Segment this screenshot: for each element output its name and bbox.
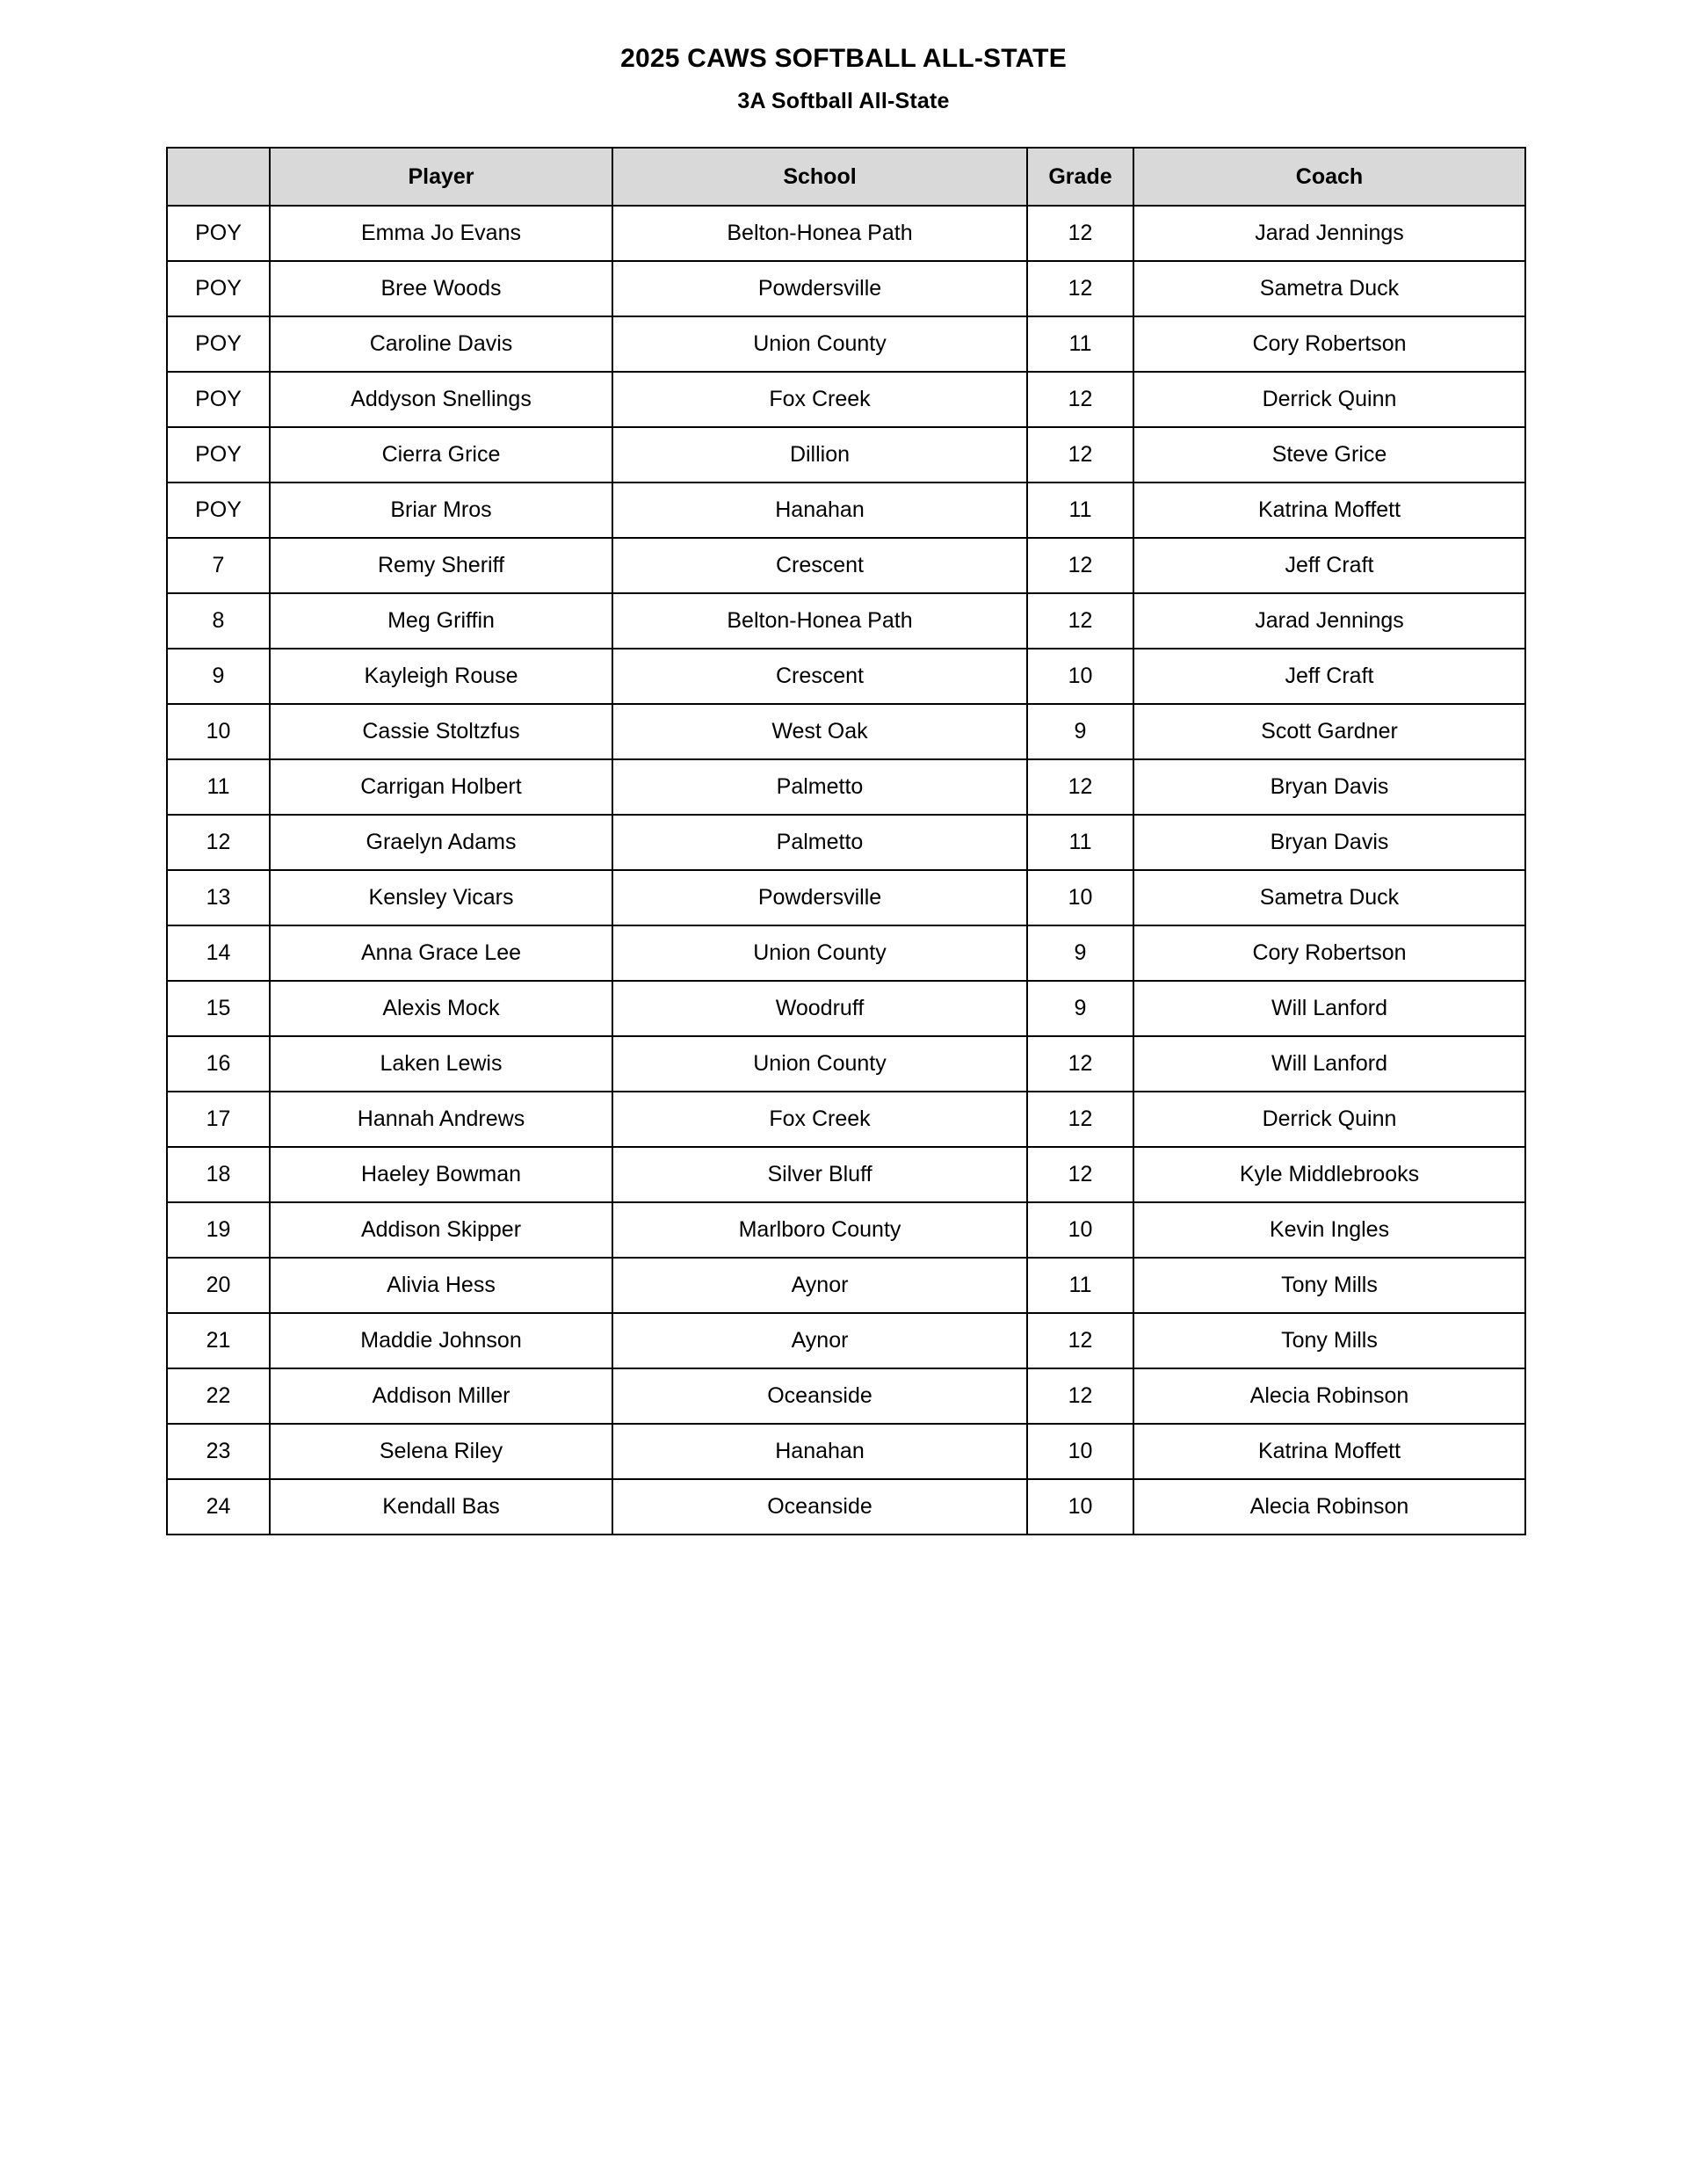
- cell-rank: 16: [167, 1036, 270, 1092]
- cell-grade: 11: [1027, 815, 1133, 870]
- cell-player: Emma Jo Evans: [270, 206, 612, 261]
- table-row: [167, 704, 1525, 759]
- cell-coach: Cory Robertson: [1133, 316, 1525, 372]
- cell-school: Palmetto: [612, 815, 1027, 870]
- cell-coach: Sametra Duck: [1133, 870, 1525, 925]
- cell-school: Aynor: [612, 1313, 1027, 1368]
- cell-coach: Sametra Duck: [1133, 261, 1525, 316]
- cell-player: Kayleigh Rouse: [270, 649, 612, 704]
- table-row: [167, 206, 1525, 261]
- cell-grade: 10: [1027, 1202, 1133, 1258]
- cell-grade: 12: [1027, 1036, 1133, 1092]
- cell-rank: 18: [167, 1147, 270, 1202]
- cell-grade: 9: [1027, 704, 1133, 759]
- cell-grade: 11: [1027, 1258, 1133, 1313]
- cell-school: Fox Creek: [612, 372, 1027, 427]
- table-row: [167, 1479, 1525, 1535]
- cell-school: Union County: [612, 925, 1027, 981]
- cell-grade: 12: [1027, 538, 1133, 593]
- cell-player: Anna Grace Lee: [270, 925, 612, 981]
- cell-rank: 8: [167, 593, 270, 649]
- cell-coach: Cory Robertson: [1133, 925, 1525, 981]
- cell-grade: 11: [1027, 483, 1133, 538]
- cell-coach: Alecia Robinson: [1133, 1479, 1525, 1535]
- cell-coach: Kyle Middlebrooks: [1133, 1147, 1525, 1202]
- cell-school: Dillion: [612, 427, 1027, 483]
- table-row: [167, 538, 1525, 593]
- cell-grade: 10: [1027, 649, 1133, 704]
- cell-rank: POY: [167, 316, 270, 372]
- table-row: [167, 427, 1525, 483]
- table-row: [167, 815, 1525, 870]
- cell-player: Bree Woods: [270, 261, 612, 316]
- cell-rank: POY: [167, 372, 270, 427]
- table-row: [167, 261, 1525, 316]
- cell-coach: Jeff Craft: [1133, 649, 1525, 704]
- cell-rank: 22: [167, 1368, 270, 1424]
- cell-rank: 9: [167, 649, 270, 704]
- cell-school: West Oak: [612, 704, 1027, 759]
- cell-player: Alexis Mock: [270, 981, 612, 1036]
- cell-school: Belton-Honea Path: [612, 206, 1027, 261]
- cell-coach: Will Lanford: [1133, 981, 1525, 1036]
- cell-grade: 12: [1027, 593, 1133, 649]
- cell-school: Marlboro County: [612, 1202, 1027, 1258]
- cell-rank: POY: [167, 206, 270, 261]
- cell-grade: 10: [1027, 1424, 1133, 1479]
- table-body: [167, 206, 1525, 1535]
- table-row: [167, 1424, 1525, 1479]
- cell-rank: 19: [167, 1202, 270, 1258]
- cell-rank: 20: [167, 1258, 270, 1313]
- cell-coach: Katrina Moffett: [1133, 483, 1525, 538]
- table-row: [167, 1147, 1525, 1202]
- cell-rank: 24: [167, 1479, 270, 1535]
- table-row: [167, 981, 1525, 1036]
- document-header: [0, 0, 1687, 115]
- cell-rank: 14: [167, 925, 270, 981]
- cell-school: Union County: [612, 1036, 1027, 1092]
- cell-player: Remy Sheriff: [270, 538, 612, 593]
- cell-rank: 11: [167, 759, 270, 815]
- cell-player: Meg Griffin: [270, 593, 612, 649]
- table-row: [167, 1092, 1525, 1147]
- cell-grade: 12: [1027, 1147, 1133, 1202]
- cell-grade: 12: [1027, 1092, 1133, 1147]
- page-title: 2025 CAWS SOFTBALL ALL-STATE: [620, 44, 1067, 73]
- column-header-rank: [167, 148, 270, 206]
- column-header-coach: Coach: [1133, 148, 1525, 206]
- cell-grade: 12: [1027, 261, 1133, 316]
- cell-school: Silver Bluff: [612, 1147, 1027, 1202]
- cell-grade: 12: [1027, 206, 1133, 261]
- table-row: [167, 1202, 1525, 1258]
- cell-rank: 17: [167, 1092, 270, 1147]
- cell-grade: 9: [1027, 925, 1133, 981]
- table-row: [167, 593, 1525, 649]
- cell-player: Carrigan Holbert: [270, 759, 612, 815]
- cell-coach: Bryan Davis: [1133, 815, 1525, 870]
- cell-school: Aynor: [612, 1258, 1027, 1313]
- cell-player: Graelyn Adams: [270, 815, 612, 870]
- cell-school: Crescent: [612, 538, 1027, 593]
- all-state-table-container: [0, 147, 1687, 1535]
- cell-grade: 12: [1027, 427, 1133, 483]
- table-row: [167, 925, 1525, 981]
- cell-coach: Alecia Robinson: [1133, 1368, 1525, 1424]
- page-subtitle: 3A Softball All-State: [737, 88, 950, 113]
- table-row: [167, 870, 1525, 925]
- cell-school: Union County: [612, 316, 1027, 372]
- cell-rank: 13: [167, 870, 270, 925]
- cell-player: Laken Lewis: [270, 1036, 612, 1092]
- cell-player: Addison Skipper: [270, 1202, 612, 1258]
- cell-school: Woodruff: [612, 981, 1027, 1036]
- cell-grade: 12: [1027, 372, 1133, 427]
- cell-coach: Jarad Jennings: [1133, 206, 1525, 261]
- cell-school: Powdersville: [612, 870, 1027, 925]
- cell-grade: 12: [1027, 759, 1133, 815]
- cell-coach: Tony Mills: [1133, 1313, 1525, 1368]
- table-row: [167, 1036, 1525, 1092]
- table-row: [167, 1258, 1525, 1313]
- cell-rank: POY: [167, 261, 270, 316]
- cell-school: Powdersville: [612, 261, 1027, 316]
- cell-school: Palmetto: [612, 759, 1027, 815]
- cell-coach: Scott Gardner: [1133, 704, 1525, 759]
- cell-player: Haeley Bowman: [270, 1147, 612, 1202]
- cell-rank: 10: [167, 704, 270, 759]
- cell-school: Crescent: [612, 649, 1027, 704]
- cell-grade: 10: [1027, 870, 1133, 925]
- cell-grade: 9: [1027, 981, 1133, 1036]
- table-row: [167, 649, 1525, 704]
- cell-rank: POY: [167, 483, 270, 538]
- cell-school: Hanahan: [612, 1424, 1027, 1479]
- table-row: [167, 1313, 1525, 1368]
- cell-school: Hanahan: [612, 483, 1027, 538]
- cell-coach: Will Lanford: [1133, 1036, 1525, 1092]
- cell-grade: 10: [1027, 1479, 1133, 1535]
- table-row: [167, 483, 1525, 538]
- cell-grade: 12: [1027, 1313, 1133, 1368]
- table-header-row: [167, 148, 1525, 206]
- cell-player: Caroline Davis: [270, 316, 612, 372]
- cell-coach: Derrick Quinn: [1133, 1092, 1525, 1147]
- cell-coach: Katrina Moffett: [1133, 1424, 1525, 1479]
- cell-rank: 21: [167, 1313, 270, 1368]
- cell-player: Maddie Johnson: [270, 1313, 612, 1368]
- cell-coach: Bryan Davis: [1133, 759, 1525, 815]
- table-row: [167, 1368, 1525, 1424]
- cell-player: Addison Miller: [270, 1368, 612, 1424]
- cell-rank: 12: [167, 815, 270, 870]
- cell-coach: Kevin Ingles: [1133, 1202, 1525, 1258]
- table-row: [167, 316, 1525, 372]
- table-row: [167, 372, 1525, 427]
- cell-player: Cierra Grice: [270, 427, 612, 483]
- all-state-table: [166, 147, 1526, 1535]
- cell-coach: Tony Mills: [1133, 1258, 1525, 1313]
- cell-rank: 15: [167, 981, 270, 1036]
- cell-player: Hannah Andrews: [270, 1092, 612, 1147]
- column-header-school: School: [612, 148, 1027, 206]
- cell-coach: Derrick Quinn: [1133, 372, 1525, 427]
- cell-grade: 12: [1027, 1368, 1133, 1424]
- table-header: [167, 148, 1525, 206]
- cell-coach: Jeff Craft: [1133, 538, 1525, 593]
- cell-player: Cassie Stoltzfus: [270, 704, 612, 759]
- cell-player: Addyson Snellings: [270, 372, 612, 427]
- cell-school: Oceanside: [612, 1479, 1027, 1535]
- cell-coach: Steve Grice: [1133, 427, 1525, 483]
- cell-coach: Jarad Jennings: [1133, 593, 1525, 649]
- cell-grade: 11: [1027, 316, 1133, 372]
- cell-school: Belton-Honea Path: [612, 593, 1027, 649]
- column-header-grade: Grade: [1027, 148, 1133, 206]
- cell-school: Fox Creek: [612, 1092, 1027, 1147]
- cell-rank: 7: [167, 538, 270, 593]
- cell-player: Selena Riley: [270, 1424, 612, 1479]
- cell-player: Kendall Bas: [270, 1479, 612, 1535]
- cell-player: Briar Mros: [270, 483, 612, 538]
- column-header-player: Player: [270, 148, 612, 206]
- cell-player: Kensley Vicars: [270, 870, 612, 925]
- cell-school: Oceanside: [612, 1368, 1027, 1424]
- cell-player: Alivia Hess: [270, 1258, 612, 1313]
- table-row: [167, 759, 1525, 815]
- cell-rank: 23: [167, 1424, 270, 1479]
- cell-rank: POY: [167, 427, 270, 483]
